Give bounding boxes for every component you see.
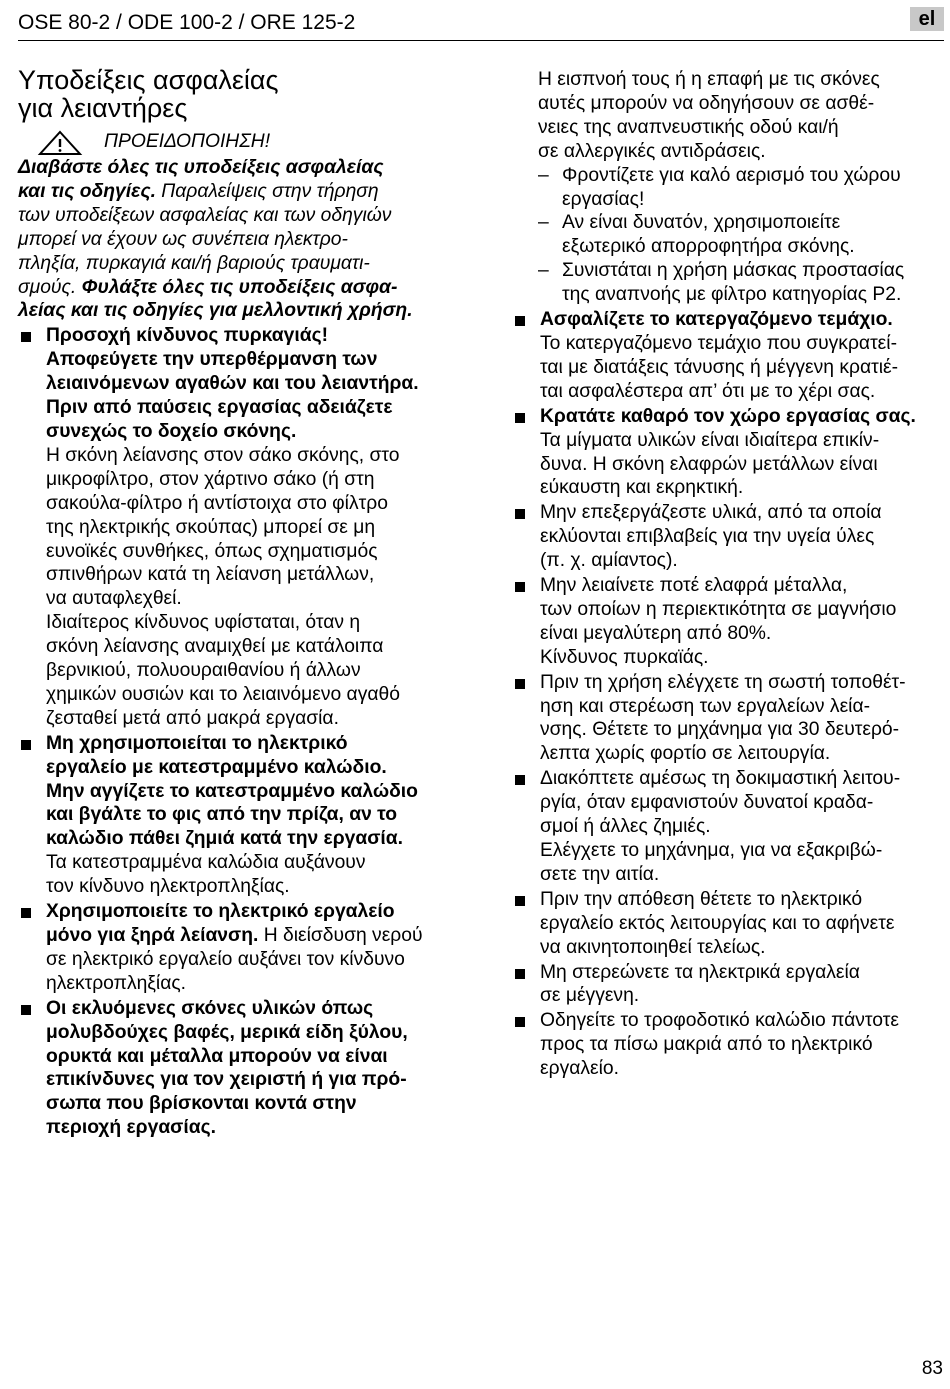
- item-text-line: Πριν από παύσεις εργασίας αδειάζετε: [46, 397, 393, 419]
- dash-list: [512, 164, 944, 307]
- bullet-square-icon: [18, 324, 46, 730]
- bullet-square-icon: [512, 671, 540, 767]
- dash-list-item: [538, 211, 944, 259]
- item-text-line: Προσοχή κίνδυνος πυρκαγιάς!: [46, 325, 329, 347]
- item-text-line: Μην αγγίζετε το κατεστραμμένο καλώδιο: [46, 780, 418, 802]
- item-text-line: ται ασφαλέστερα απ’ ότι με το χέρι σας.: [540, 380, 876, 402]
- list-item: [512, 1009, 944, 1081]
- item-text-line: σε ηλεκτρικό εργαλείο αυξάνει τον κίνδυνο: [46, 948, 405, 970]
- item-text-line: ηλεκτροπληξίας.: [46, 972, 187, 994]
- item-text-line: της ηλεκτρικής σκούπας) μπορεί σε μη: [46, 516, 376, 538]
- item-text-line: Αποφεύγετε την υπερθέρμανση των: [46, 349, 378, 371]
- item-text-line: περιοχή εργασίας.: [46, 1117, 216, 1139]
- item-text-line: Τα κατεστραμμένα καλώδια αυξάνουν: [46, 852, 366, 874]
- right-column: [512, 68, 944, 1081]
- item-text-line: ζεσταθεί μετά από μακρά εργασία.: [46, 707, 339, 729]
- item-text-line: Αν είναι δυνατόν, χρησιμοποιείτε: [562, 212, 841, 234]
- dash-marker: –: [538, 212, 549, 234]
- item-text-line: Οι εκλυόμενες σκόνες υλικών όπως: [46, 997, 374, 1019]
- header-divider: [18, 40, 944, 41]
- item-text-line: ται με διατάξεις τάνυσης ή μέγγενη κρατιέ-: [540, 356, 899, 378]
- section-title-line-1: Υποδείξεις ασφαλείας: [18, 65, 279, 95]
- item-text-line: ηση και στερέωση των εργαλείων λεία-: [540, 695, 871, 717]
- item-text-line: Μην λειαίνετε ποτέ ελαφρά μέταλλα,: [540, 575, 848, 597]
- item-text-line: εργαλείο με κατεστραμμένο καλώδιο.: [46, 756, 387, 778]
- list-item: [512, 574, 944, 670]
- bullet-square-icon: [512, 767, 540, 887]
- warning-text-line: Διαβάστε όλες τις υποδείξεις ασφαλείας: [18, 157, 384, 178]
- item-text-line: σε αλλεργικές αντιδράσεις.: [538, 140, 766, 162]
- bullet-square-icon: [512, 501, 540, 573]
- item-text-line: λειαινόμενων αγαθών και του λειαντήρα.: [46, 373, 419, 395]
- list-item: [512, 961, 944, 1009]
- item-text-line: σπινθήρων κατά τη λείανση μετάλλων,: [46, 564, 375, 586]
- bullet-square-icon: [18, 900, 46, 996]
- warning-block: [18, 130, 458, 323]
- item-text-line: να ακινητοποιηθεί τελείως.: [540, 936, 766, 958]
- item-text-line: επικίνδυνες για τον χειριστή ή για πρό-: [46, 1069, 407, 1091]
- item-text-line: ευνοϊκές συνθήκες, όπως σχηματισμός: [46, 540, 378, 562]
- item-text-line: Η διείσδυση νερού: [258, 925, 423, 946]
- item-text-line: Η σκόνη λείανσης στον σάκο σκόνης, στο: [46, 444, 400, 466]
- warning-text-line: των υποδείξεων ασφαλείας και των οδηγιών: [18, 204, 392, 226]
- item-text-line: εργασίας!: [562, 188, 645, 210]
- page-number: 83: [921, 1358, 943, 1379]
- item-text-line: να αυταφλεχθεί.: [46, 588, 182, 610]
- list-item: [18, 732, 458, 899]
- item-text-line: χημικών ουσιών και το λειαινόμενο αγαθό: [46, 683, 400, 705]
- item-text-line: Μη στερεώνετε τα ηλεκτρικά εργαλεία: [540, 961, 860, 983]
- item-text-line: Μη χρησιμοποιείται το ηλεκτρικό: [46, 732, 348, 754]
- bullet-square-icon: [512, 961, 540, 1009]
- warning-text-line: μπορεί να έχουν ως συνέπεια ηλεκτρο-: [18, 228, 348, 250]
- bullet-square-icon: [512, 888, 540, 960]
- item-text-line: εύκαυστη και εκρηκτική.: [540, 477, 744, 499]
- item-text-line: εργαλείο.: [540, 1058, 619, 1080]
- item-text-line: Κρατάτε καθαρό τον χώρο εργασίας σας.: [540, 405, 916, 427]
- list-item: [512, 671, 944, 767]
- item-text-line: προς τα πίσω μακριά από το ηλεκτρικό: [540, 1034, 873, 1056]
- item-text-line: (π. χ. αμίαντος).: [540, 550, 678, 572]
- item-text-line: μολυβδούχες βαφές, μερικά είδη ξύλου,: [46, 1021, 408, 1043]
- item-text-line: Οδηγείτε το τροφοδοτικό καλώδιο πάντοτε: [540, 1010, 899, 1032]
- bullet-square-icon: [512, 574, 540, 670]
- list-item: [512, 405, 944, 501]
- item-text-line: Πριν την απόθεση θέτετε το ηλεκτρικό: [540, 888, 863, 910]
- left-column: [18, 66, 458, 1140]
- bullet-square-icon: [512, 1009, 540, 1081]
- item-text-line: Πριν τη χρήση ελέγχετε τη σωστή τοποθέτ-: [540, 671, 906, 693]
- item-text-line: Κίνδυνος πυρκαϊάς.: [540, 646, 709, 668]
- item-text-line: Το κατεργαζόμενο τεμάχιο που συγκρατεί-: [540, 332, 897, 354]
- item-text-line: Συνιστάται η χρήση μάσκας προστασίας: [562, 260, 905, 282]
- item-text-line: και βγάλτε το φις από την πρίζα, αν το: [46, 804, 397, 826]
- bullet-square-icon: [18, 732, 46, 899]
- dash-marker: –: [538, 260, 549, 282]
- item-text-line: Διακόπτετε αμέσως τη δοκιμαστική λειτου-: [540, 768, 901, 790]
- language-badge: el: [910, 7, 944, 31]
- item-text-line: νσης. Θέτετε το μηχάνημα για 30 δευτερό-: [540, 719, 900, 741]
- item-text-line: Μην επεξεργάζεστε υλικά, από τα οποία: [540, 502, 882, 524]
- section-title-line-2: για λειαντήρες: [18, 93, 188, 123]
- warning-triangle-icon: [18, 130, 104, 156]
- item-text-line: μόνο για ξηρά λείανση.: [46, 925, 259, 946]
- document-header-title: OSE 80-2 / ODE 100-2 / ORE 125-2: [18, 11, 356, 34]
- item-text-line: ορυκτά και μέταλλα μπορούν να είναι: [46, 1045, 388, 1067]
- item-text-line: ργία, όταν εμφανιστούν δυνατοί κραδα-: [540, 792, 874, 814]
- item-text-line: σακούλα-φίλτρο ή αντίστοιχα στο φίλτρο: [46, 492, 388, 514]
- item-text-line: Χρησιμοποιείτε το ηλεκτρικό εργαλείο: [46, 901, 395, 923]
- item-text-line: καλώδιο πάθει ζημιά κατά την εργασία.: [46, 828, 403, 850]
- item-text-line: αυτές μπορούν να οδηγήσουν σε ασθέ-: [538, 92, 875, 114]
- item-text-line: Ελέγχετε το μηχάνημα, για να εξακριβώ-: [540, 840, 883, 861]
- list-item: [18, 997, 458, 1140]
- item-text-line: σε μέγγενη.: [540, 985, 640, 1007]
- warning-heading-line: [18, 130, 458, 156]
- bullet-square-icon: [18, 997, 46, 1140]
- warning-text-line: Παραλείψεις στην τήρηση: [155, 180, 379, 202]
- item-text-line: βερνικιού, πολυουραιθανίου ή άλλων: [46, 660, 361, 682]
- item-text-line: λεπτα χωρίς φορτίο σε λειτουργία.: [540, 743, 831, 765]
- warning-text-line: Φυλάξτε όλες τις υποδείξεις ασφα-: [76, 276, 398, 298]
- item-text-line: εργαλείο εκτός λειτουργίας και το αφήνετε: [540, 912, 895, 934]
- item-text-line: εξωτερικό απορροφητήρα σκόνης.: [562, 236, 855, 258]
- warning-text-line: πληξία, πυρκαγιά και/ή βαριούς τραυματι-: [18, 252, 370, 274]
- warning-text-line: και τις οδηγίες.: [18, 180, 156, 202]
- dash-list-item: [538, 164, 944, 212]
- dash-list-item: [538, 259, 944, 307]
- item-text-line: της αναπνοής με φίλτρο κατηγορίας P2.: [562, 284, 902, 306]
- list-item: [512, 767, 944, 887]
- item-text-line: σμοί ή άλλες ζημιές.: [540, 816, 711, 838]
- item-text-line: Τα μίγματα υλικών είναι ιδιαίτερα επικίν-: [540, 429, 880, 451]
- item-text-line: μικροφίλτρο, στον χάρτινο σάκο (ή στη: [46, 468, 375, 490]
- item-text-line: εκλύονται επιβλαβείς για την υγεία ύλες: [540, 526, 875, 548]
- item-text-line: είναι μεγαλύτερη από 80%.: [540, 622, 772, 644]
- item-text-line: σκόνη λείανσης αναμιχθεί με κατάλοιπα: [46, 636, 384, 658]
- item-text-line: Ασφαλίζετε το κατεργαζόμενο τεμάχιο.: [540, 309, 893, 331]
- list-item: [512, 501, 944, 573]
- warning-text-line: λείας και τις οδηγίες για μελλοντική χρήση.: [18, 300, 413, 322]
- item-text-line: νειες της αναπνευστικής οδού και/ή: [538, 116, 839, 138]
- item-text-line: δυνα. Η σκόνη ελαφρών μετάλλων είναι: [540, 453, 878, 475]
- dash-marker: –: [538, 164, 549, 186]
- item-text-line: συνεχώς το δοχείο σκόνης.: [46, 420, 297, 442]
- list-item: [18, 900, 458, 996]
- warning-heading: ΠΡΟΕΙΔΟΠΟΙΗΣΗ!: [104, 131, 271, 152]
- list-item: [512, 888, 944, 960]
- item-text-line: Φροντίζετε για καλό αερισμό του χώρου: [562, 164, 901, 186]
- bullet-square-icon: [512, 405, 540, 501]
- continuation-paragraph: [512, 68, 944, 164]
- section-title: [18, 66, 458, 122]
- item-text-line: σωπα που βρίσκονται κοντά στην: [46, 1093, 357, 1115]
- item-text-line: των οποίων η περιεκτικότητα σε μαγνήσιο: [540, 598, 897, 620]
- list-item: [18, 324, 458, 730]
- item-text-line: σετε την αιτία.: [540, 863, 660, 885]
- item-text-line: τον κίνδυνο ηλεκτροπληξίας.: [46, 876, 290, 898]
- warning-text-line: σμούς.: [18, 276, 77, 298]
- item-text-line: Ιδιαίτερος κίνδυνος υφίσταται, όταν η: [46, 612, 361, 634]
- bullet-square-icon: [512, 308, 540, 404]
- item-text-line: Η εισπνοή τους ή η επαφή με τις σκόνες: [538, 69, 880, 90]
- list-item: [512, 308, 944, 404]
